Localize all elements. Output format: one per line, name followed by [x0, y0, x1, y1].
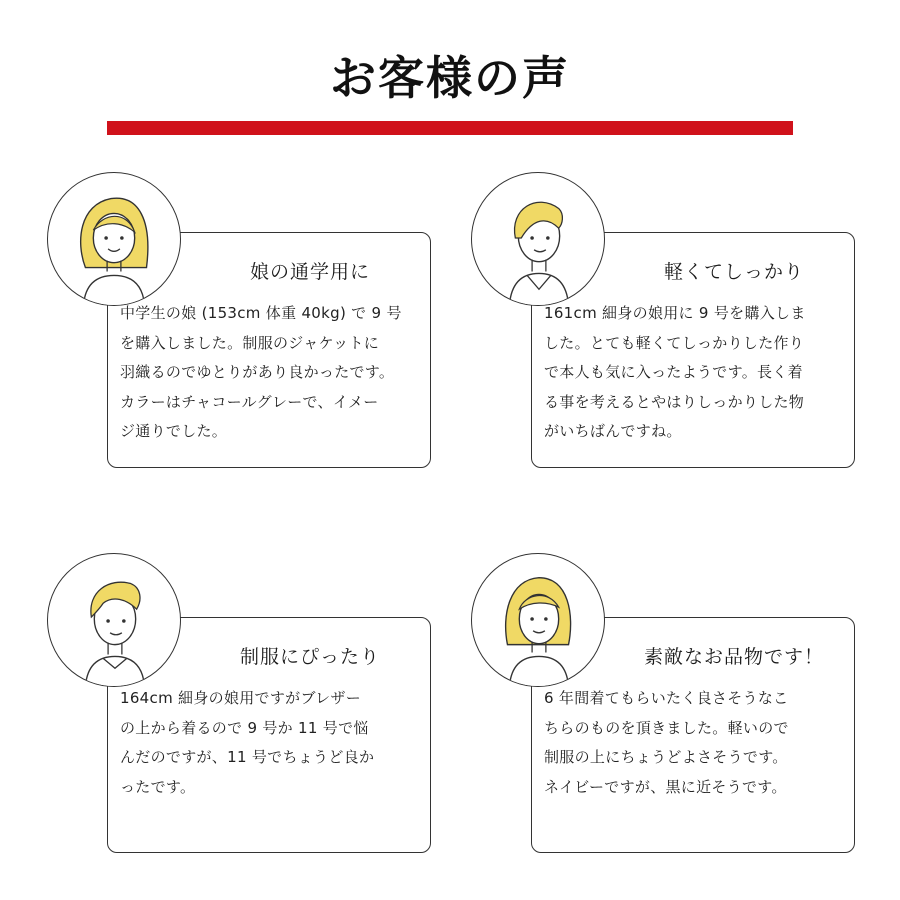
review-line: を購入しました。制服のジャケットに	[120, 333, 380, 352]
review-line: カラーはチャコールグレーで、イメー	[120, 392, 379, 411]
review-line: ったです。	[120, 777, 196, 796]
review-text	[544, 684, 844, 802]
review-line: 中学生の娘 (153cm 体重 40kg) で 9 号	[120, 304, 402, 322]
review-line: 制服の上にちょうどよさそうです。	[544, 748, 788, 766]
reviewer-avatar-2	[471, 172, 605, 306]
review-line: 164cm 細身の娘用ですがブレザー	[120, 689, 362, 707]
review-line: ジ通りでした。	[120, 422, 228, 440]
review-text	[120, 299, 420, 447]
person-side-part-icon	[472, 173, 604, 305]
review-line: した。とても軽くてしっかりした作り	[544, 333, 805, 352]
review-title: 制服にぴったり	[239, 646, 380, 668]
review-line: んだのですが、11 号でちょうど良か	[120, 748, 375, 766]
review-line: る事を考えるとやはりしっかりした物	[544, 392, 805, 411]
reviewer-avatar-4	[471, 553, 605, 687]
review-text	[544, 299, 844, 447]
reviewer-avatar-3	[47, 553, 181, 687]
review-title: 娘の通学用に	[249, 261, 370, 283]
woman-bob-hair-icon	[472, 554, 604, 686]
review-line: 161cm 細身の娘用に 9 号を購入しま	[544, 304, 806, 322]
reviewer-avatar-1	[47, 172, 181, 306]
review-line: の上から着るので 9 号か 11 号で悩	[120, 718, 369, 737]
review-line: ネイビーですが、黒に近そうです。	[544, 777, 787, 796]
woman-long-hair-icon	[48, 173, 180, 305]
review-title: 素敵なお品物です！	[643, 646, 824, 668]
review-line: 羽織るのでゆとりがあり良かったです。	[120, 363, 395, 381]
page-title: お客様の声	[330, 51, 570, 105]
review-line: で本人も気に入ったようです。長く着	[544, 363, 803, 381]
person-short-hair-icon	[48, 554, 180, 686]
review-line: ちらのものを頂きました。軽いので	[544, 718, 789, 737]
review-title: 軽くてしっかり	[663, 261, 804, 283]
title-underline	[107, 121, 793, 135]
review-line: がいちばんですね。	[544, 422, 682, 440]
review-text	[120, 684, 420, 802]
review-line: 6 年間着てもらいたく良さそうなこ	[544, 689, 789, 707]
